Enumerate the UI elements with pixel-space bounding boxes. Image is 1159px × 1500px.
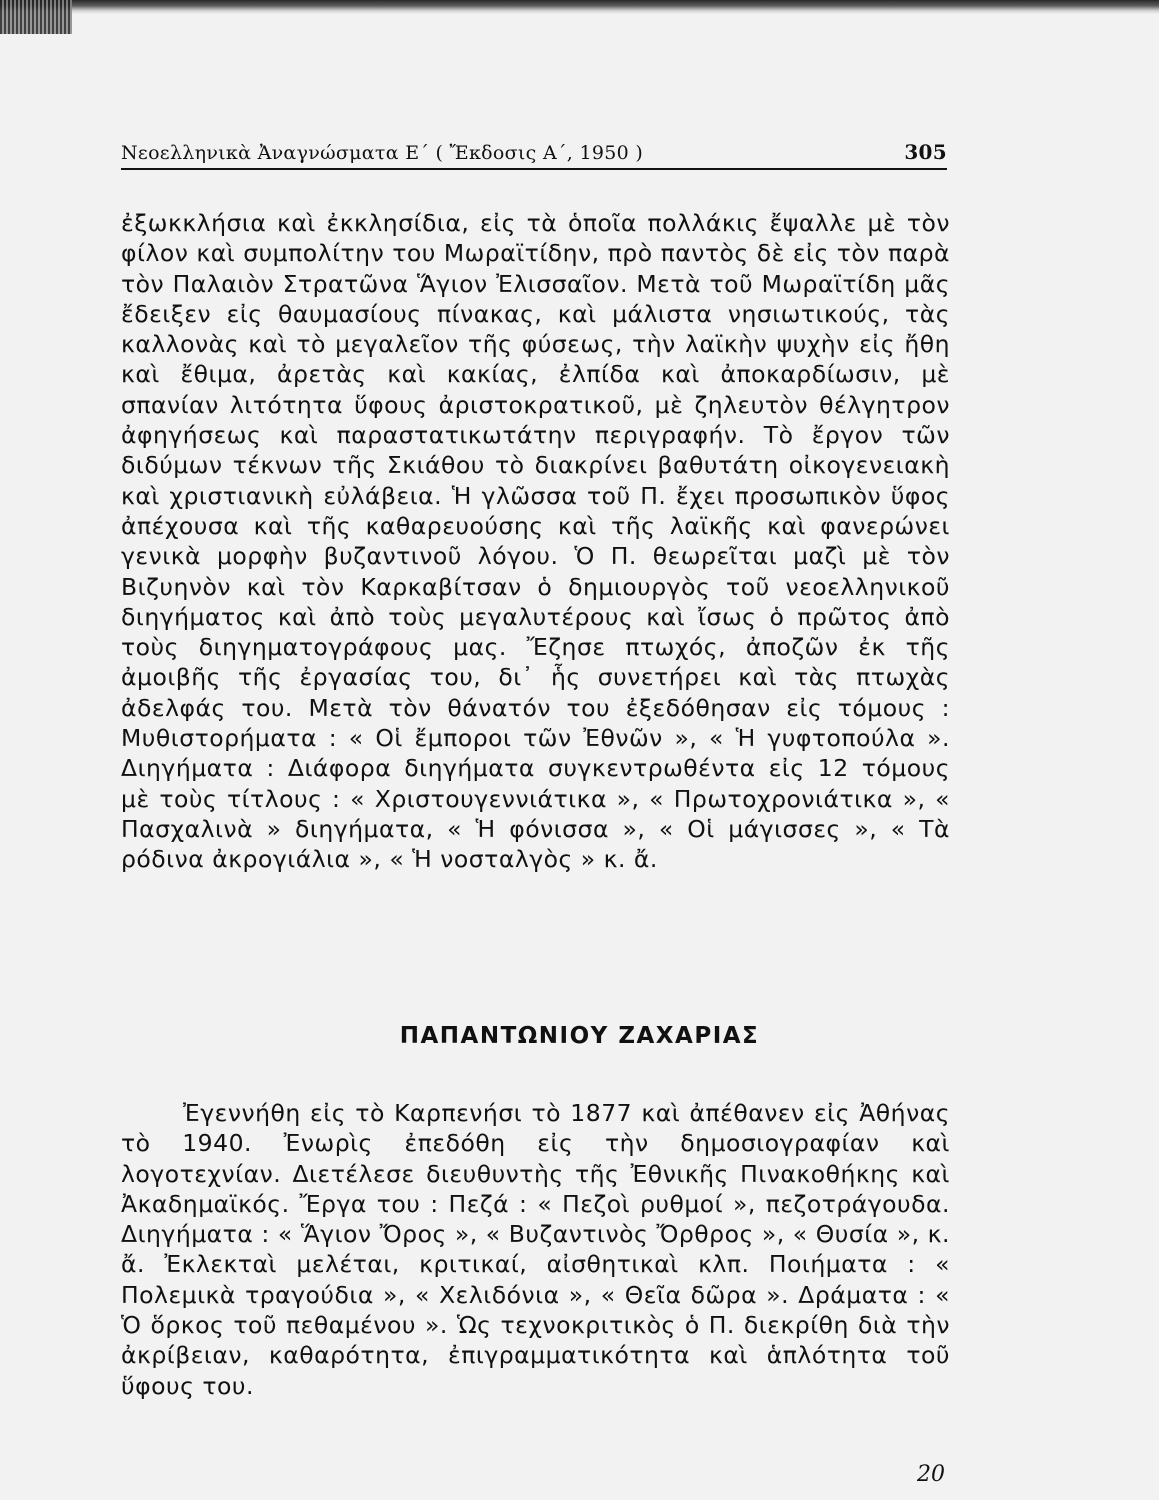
- body-paragraph-1: ἐξωκκλήσια καὶ ἐκκλησίδια, εἰς τὰ ὁποῖα πολλάκις ἔψαλλε μὲ τὸν φίλον καὶ συμπολίτην του Μωραϊτίδην, πρὸ παντὸς δὲ εἰς τὸν παρὰ τὸν Παλαιὸν Στρατῶνα Ἅγιον Ἐλισσαῖον. Μετὰ τοῦ Μωραϊτίδη μᾶς ἔδειξεν εἰς θαυμασίους πίνακας, καὶ μάλιστα νησιωτικούς, τὰς καλλονὰς καὶ τὸ μεγαλεῖον τῆς φύσεως, τὴν λαϊκὴν ψυχὴν εἰς ἤθη καὶ ἔθιμα, ἀρετὰς καὶ κακίας, ἐλπίδα καὶ ἀποκαρδίωσιν, μὲ σπανίαν λιτότητα ὕφους ἀριστοκρατικοῦ, μὲ ζηλευτὸν θέλγητρον ἀφηγήσεως καὶ παραστατικωτάτην περιγραφήν. Τὸ ἔργον τῶν διδύμων τέκνων τῆς Σκιάθου τὸ διακρίνει βαθυτάτη οἰκογενειακὴ καὶ χριστιανικὴ εὐλάβεια. Ἡ γλῶσσα τοῦ Π. ἔχει προσωπικὸν ὕφος ἀπέχουσα καὶ τῆς καθαρευούσης καὶ τῆς λαϊκῆς καὶ φανερώνει γενικὰ μορφὴν βυζαντινοῦ λόγου. Ὁ Π. θεωρεῖται μαζὶ μὲ τὸν Βιζυηνὸν καὶ τὸν Καρκαβίτσαν ὁ δημιουργὸς τοῦ νεοελληνικοῦ διηγήματος καὶ ἀπὸ τοὺς μεγαλυτέρους καὶ ἴσως ὁ πρῶτος ἀπὸ τοὺς διηγηματογράφους μας. Ἔζησε πτωχός, ἀποζῶν ἐκ τῆς ἀμοιβῆς τῆς ἐργασίας του, δι᾽ ἧς συνετήρει καὶ τὰς πτωχὰς ἀδελφάς του. Μετὰ τὸν θάνατόν του ἐξεδόθησαν εἰς τόμους : Μυθιστορήματα : « Οἱ ἔμποροι τῶν Ἐθνῶν », « Ἡ γυφτοπούλα ». Διηγήματα : Διάφορα διηγήματα συγκεντρωθέντα εἰς 12 τόμους μὲ τοὺς τίτλους : « Χριστουγεννιάτικα », « Πρωτοχρονιάτικα », « Πασχαλινὰ » διηγήματα, « Ἡ φόνισσα », « Οἱ μάγισσες », « Τὰ ρόδινα ἀκρογιάλια », « Ἡ νοσταλγὸς » κ. ἄ.: [121, 209, 950, 874]
- signature-mark: 20: [917, 1462, 945, 1487]
- section-title: ΠΑΠΑΝΤΩΝΙΟΥ ΖΑΧΑΡΙΑΣ: [399, 1023, 760, 1049]
- running-head: [121, 142, 947, 166]
- book-title: Νεοελληνικὰ Ἀναγνώσματα Ε΄ ( Ἔκδοσις Α΄, 1950 ): [121, 142, 644, 164]
- header-rule: [121, 168, 947, 170]
- scan-top-edge: [0, 0, 1159, 14]
- page-number: 305: [904, 140, 947, 164]
- scan-corner-mark: [0, 0, 72, 34]
- body-paragraph-2: Ἐγεννήθη εἰς τὸ Καρπενήσι τὸ 1877 καὶ ἀπέθανεν εἰς Ἀθήνας τὸ 1940. Ἐνωρὶς ἐπεδόθη εἰς τὴν δημοσιογραφίαν καὶ λογοτεχνίαν. Διετέλεσε διευθυντὴς τῆς Ἐθνικῆς Πινακοθήκης καὶ Ἀκαδημαϊκός. Ἔργα του : Πεζά : « Πεζοὶ ρυθμοί », πεζοτράγουδα. Διηγήματα : « Ἅγιον Ὄρος », « Βυζαντινὸς Ὄρθρος », « Θυσία », κ. ἄ. Ἐκλεκταὶ μελέται, κριτικαί, αἰσθητικαὶ κλπ. Ποιήματα : « Πολεμικὰ τραγούδια », « Χελιδόνια », « Θεῖα δῶρα ». Δράματα : « Ὁ ὅρκος τοῦ πεθαμένου ». Ὡς τεχνοκριτικὸς ὁ Π. διεκρίθη διὰ τὴν ἀκρίβειαν, καθαρότητα, ἐπιγραμματικότητα καὶ ἁπλότητα τοῦ ὕφους του.: [121, 1099, 950, 1400]
